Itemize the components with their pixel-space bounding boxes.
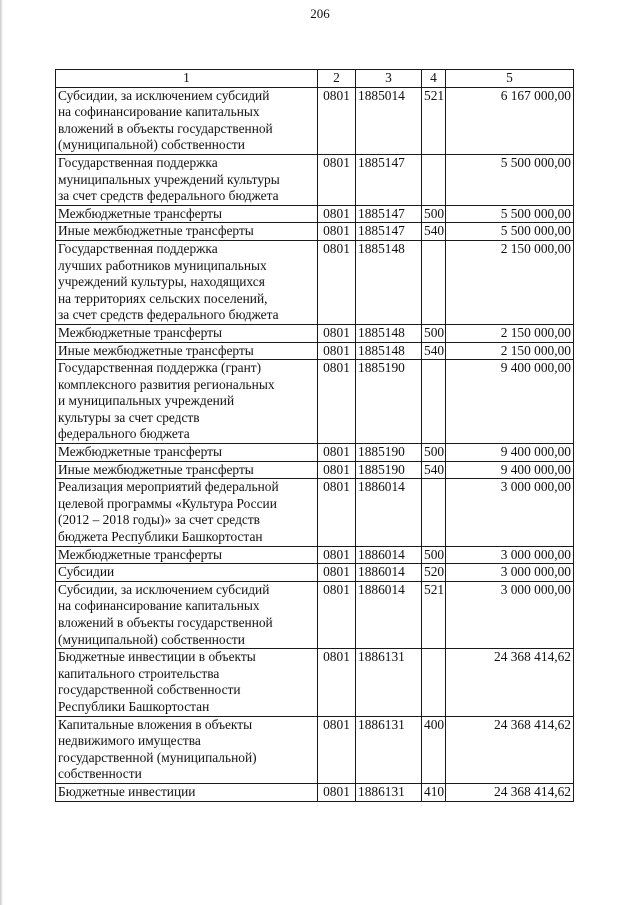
row-article-code: 1886014: [356, 479, 422, 546]
row-expense-kind: 500: [422, 324, 446, 342]
row-amount: 5 500 000,00: [446, 205, 574, 223]
row-section-code: 0801: [318, 783, 356, 801]
row-name: Государственная поддержка лучших работников муниципальных учреждений культуры, находящихся на территориях сельских поселений, за счет средств федерального бюджета: [56, 240, 318, 324]
table-row: [56, 564, 574, 582]
row-section-code: 0801: [318, 461, 356, 479]
row-amount: 3 000 000,00: [446, 581, 574, 648]
header-col-3: 3: [356, 70, 422, 88]
row-amount: 3 000 000,00: [446, 479, 574, 546]
row-section-code: 0801: [318, 716, 356, 783]
header-col-1: 1: [56, 70, 318, 88]
row-article-code: 1885147: [356, 154, 422, 205]
table-row: [56, 581, 574, 648]
row-section-code: 0801: [318, 87, 356, 154]
row-name: Реализация мероприятий федеральной целевой программы «Культура России (2012 – 2018 годы)» за счет средств бюджета Республики Башкортостан: [56, 479, 318, 546]
budget-table: [55, 69, 574, 802]
row-amount: 9 400 000,00: [446, 461, 574, 479]
row-article-code: 1885148: [356, 342, 422, 360]
row-amount: 3 000 000,00: [446, 546, 574, 564]
row-expense-kind: [422, 649, 446, 716]
row-name: Межбюджетные трансферты: [56, 546, 318, 564]
row-amount: 9 400 000,00: [446, 360, 574, 444]
row-section-code: 0801: [318, 444, 356, 462]
row-expense-kind: [422, 479, 446, 546]
row-article-code: 1885148: [356, 240, 422, 324]
row-expense-kind: [422, 154, 446, 205]
row-section-code: 0801: [318, 649, 356, 716]
row-section-code: 0801: [318, 342, 356, 360]
row-amount: 24 368 414,62: [446, 716, 574, 783]
table-row: [56, 87, 574, 154]
row-amount: 5 500 000,00: [446, 154, 574, 205]
row-name: Государственная поддержка (грант) комплексного развития региональных и муниципальных учреждений культуры за счет средств федерального бюджета: [56, 360, 318, 444]
table-row: [56, 649, 574, 716]
row-amount: 2 150 000,00: [446, 324, 574, 342]
row-name: Капитальные вложения в объекты недвижимого имущества государственной (муниципальной) собственности: [56, 716, 318, 783]
row-expense-kind: 410: [422, 783, 446, 801]
page-number: 206: [310, 6, 330, 21]
row-article-code: 1886131: [356, 649, 422, 716]
row-name: Межбюджетные трансферты: [56, 324, 318, 342]
table-row: [56, 783, 574, 801]
row-expense-kind: 521: [422, 581, 446, 648]
header-col-2: 2: [318, 70, 356, 88]
row-article-code: 1886014: [356, 546, 422, 564]
row-article-code: 1886131: [356, 716, 422, 783]
row-name: Бюджетные инвестиции: [56, 783, 318, 801]
row-section-code: 0801: [318, 564, 356, 582]
row-name: Межбюджетные трансферты: [56, 205, 318, 223]
table-body: [56, 87, 574, 801]
row-amount: 9 400 000,00: [446, 444, 574, 462]
row-name: Субсидии, за исключением субсидий на софинансирование капитальных вложений в объекты государственной (муниципальной) собственности: [56, 87, 318, 154]
row-name: Субсидии: [56, 564, 318, 582]
table-row: [56, 444, 574, 462]
row-expense-kind: 500: [422, 205, 446, 223]
row-amount: 2 150 000,00: [446, 342, 574, 360]
row-amount: 24 368 414,62: [446, 649, 574, 716]
table-row: [56, 479, 574, 546]
header-col-5: 5: [446, 70, 574, 88]
table-row: [56, 223, 574, 241]
row-name: Иные межбюджетные трансферты: [56, 342, 318, 360]
row-expense-kind: 540: [422, 461, 446, 479]
row-article-code: 1886014: [356, 564, 422, 582]
row-name: Бюджетные инвестиции в объекты капитального строительства государственной собственности Республики Башкортостан: [56, 649, 318, 716]
table-row: [56, 324, 574, 342]
row-section-code: 0801: [318, 223, 356, 241]
row-article-code: 1885014: [356, 87, 422, 154]
row-name: Иные межбюджетные трансферты: [56, 461, 318, 479]
row-section-code: 0801: [318, 205, 356, 223]
row-expense-kind: 500: [422, 444, 446, 462]
row-article-code: 1885190: [356, 461, 422, 479]
row-expense-kind: 521: [422, 87, 446, 154]
row-section-code: 0801: [318, 581, 356, 648]
row-amount: 3 000 000,00: [446, 564, 574, 582]
header-col-4: 4: [422, 70, 446, 88]
row-article-code: 1885190: [356, 360, 422, 444]
row-section-code: 0801: [318, 240, 356, 324]
table-header-row: [56, 70, 574, 88]
row-section-code: 0801: [318, 154, 356, 205]
row-article-code: 1886131: [356, 783, 422, 801]
row-name: Межбюджетные трансферты: [56, 444, 318, 462]
row-name: Государственная поддержка муниципальных учреждений культуры за счет средств федерального бюджета: [56, 154, 318, 205]
row-expense-kind: [422, 360, 446, 444]
table-row: [56, 716, 574, 783]
row-expense-kind: 540: [422, 342, 446, 360]
row-article-code: 1885147: [356, 223, 422, 241]
row-section-code: 0801: [318, 546, 356, 564]
row-article-code: 1885147: [356, 205, 422, 223]
table-row: [56, 240, 574, 324]
scan-edge-shadow: [0, 0, 3, 905]
row-expense-kind: 540: [422, 223, 446, 241]
table-row: [56, 461, 574, 479]
row-article-code: 1885148: [356, 324, 422, 342]
row-expense-kind: [422, 240, 446, 324]
row-amount: 5 500 000,00: [446, 223, 574, 241]
row-expense-kind: 520: [422, 564, 446, 582]
row-article-code: 1886014: [356, 581, 422, 648]
table-row: [56, 360, 574, 444]
row-amount: 24 368 414,62: [446, 783, 574, 801]
row-expense-kind: 500: [422, 546, 446, 564]
row-name: Иные межбюджетные трансферты: [56, 223, 318, 241]
table-row: [56, 205, 574, 223]
table-row: [56, 342, 574, 360]
table-row: [56, 546, 574, 564]
table-row: [56, 154, 574, 205]
row-amount: 6 167 000,00: [446, 87, 574, 154]
row-section-code: 0801: [318, 360, 356, 444]
row-amount: 2 150 000,00: [446, 240, 574, 324]
row-section-code: 0801: [318, 479, 356, 546]
row-article-code: 1885190: [356, 444, 422, 462]
row-section-code: 0801: [318, 324, 356, 342]
row-expense-kind: 400: [422, 716, 446, 783]
row-name: Субсидии, за исключением субсидий на софинансирование капитальных вложений в объекты государственной (муниципальной) собственности: [56, 581, 318, 648]
